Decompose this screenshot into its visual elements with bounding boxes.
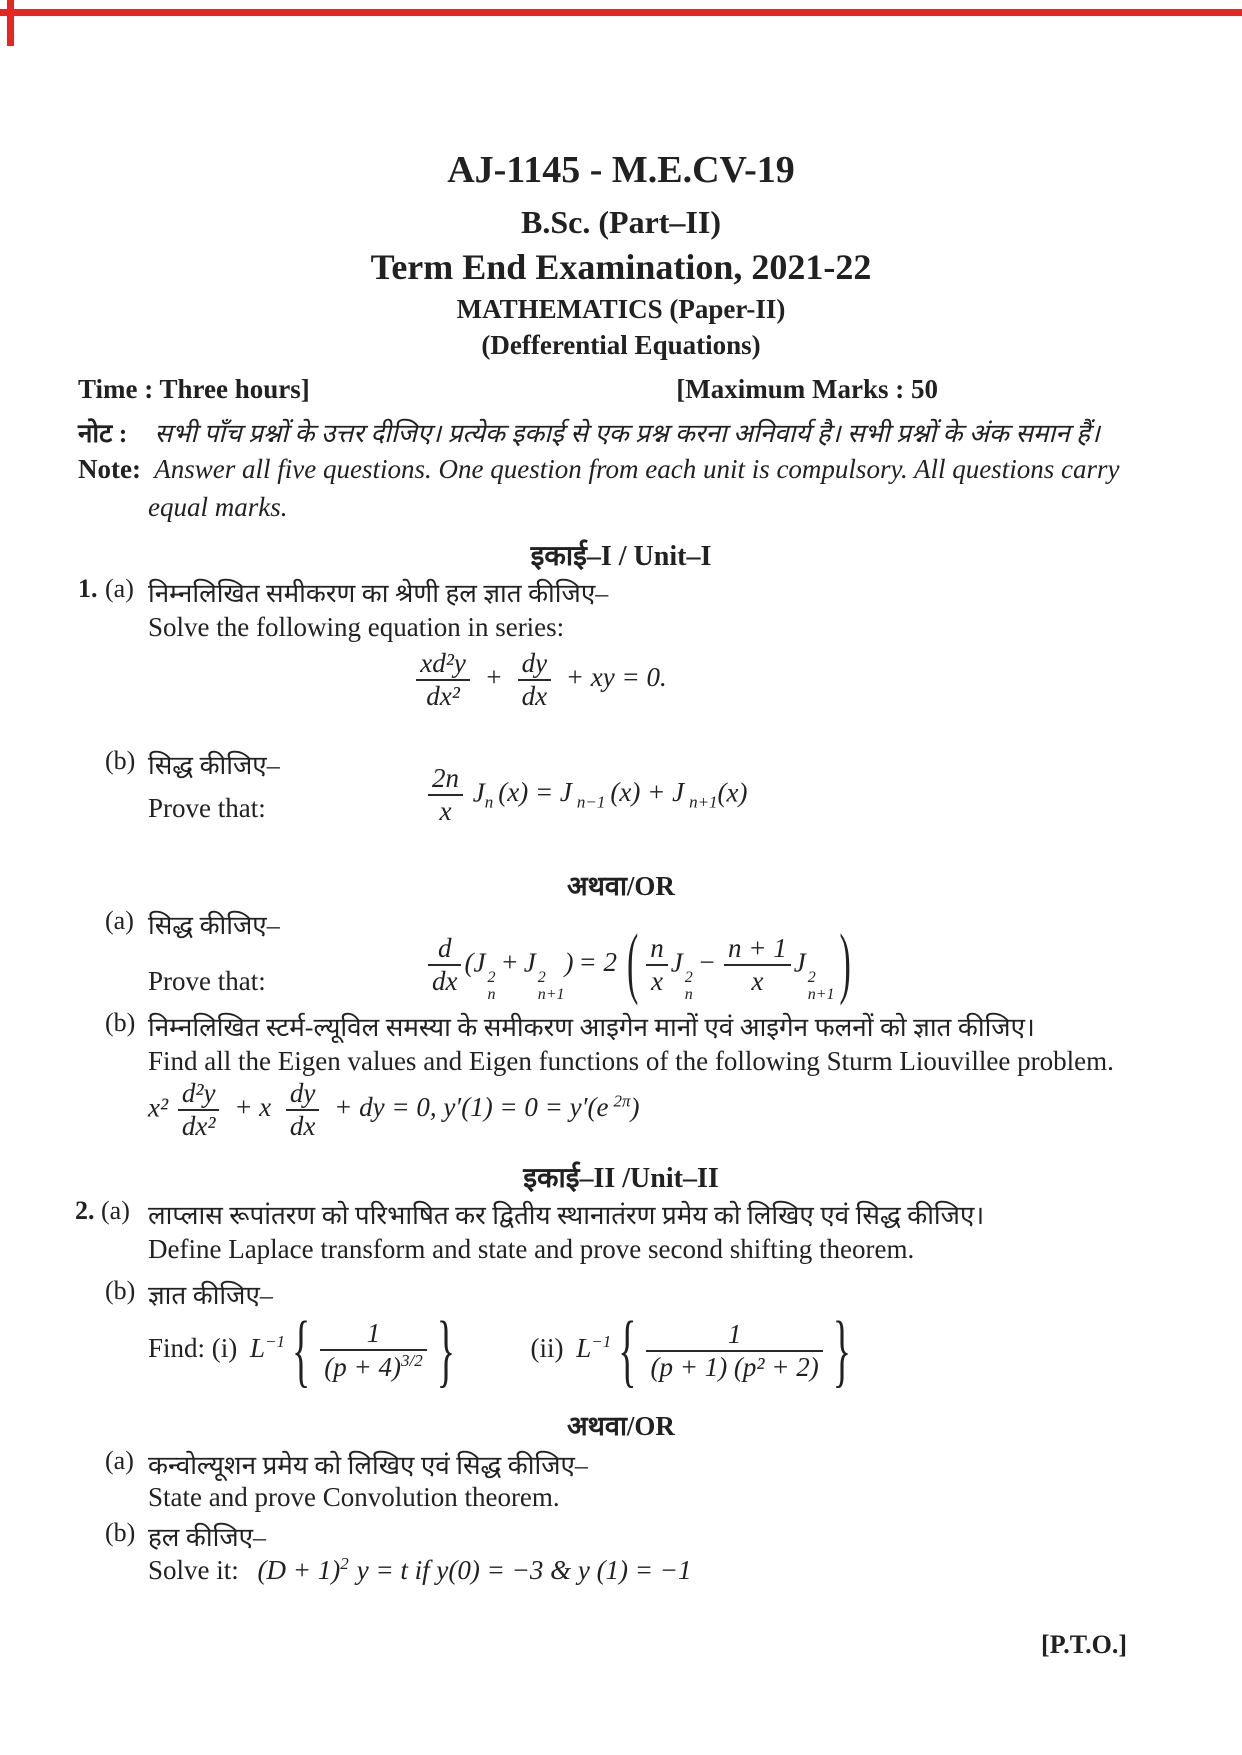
unit2-heading: इकाई–II /Unit–II [523, 1163, 719, 1194]
q1b-equation: $\frac{2n}{x}$ $J_n$ (x) = J $_{n-1}$ (x) + J $_{n+1}$(x) [425, 763, 748, 827]
q1a-marker: (a) [105, 574, 134, 603]
program-title: B.Sc. (Part–II) [521, 204, 721, 240]
q2-or-a-marker: (a) [105, 1446, 134, 1475]
q1b-prove-label: Prove that: [148, 793, 266, 823]
unit2-or-separator: अथवा/OR [567, 1411, 675, 1441]
q1a-english: Solve the following equation in series: [148, 612, 565, 642]
maximum-marks: [Maximum Marks : 50 [676, 374, 938, 404]
q1b-marker: (b) [105, 746, 136, 775]
left-border-red [7, 0, 14, 46]
q1-or-a-equation: $\frac{d}{dx}$ (J 2 n + J 2 n+1 ) = 2 ( $\frac{n}{x}$ J 2 n − $\frac{n + 1}{x}$ J 2 n+1 ) [425, 933, 856, 1004]
q1b-hindi: सिद्ध कीजिए– [148, 751, 280, 780]
note-hindi-text: सभी पाँच प्रश्नों के उत्तर दीजिए। प्रत्येक इकाई से एक प्रश्न करना अनिवार्य है। सभी प्रश्नों के अंक समान हैं। [154, 419, 1100, 448]
note-hindi [78, 414, 1100, 450]
q2a-marker: (a) [101, 1196, 130, 1225]
q1-or-b-marker: (b) [105, 1008, 136, 1037]
q1-or-b-english: Find all the Eigen values and Eigen functions of the following Sturm Liouvillee problem. [148, 1046, 1114, 1076]
q2-or-a-hindi: कन्वोल्यूशन प्रमेय को लिखिए एवं सिद्ध कीजिए– [148, 1451, 588, 1480]
exam-title: Term End Examination, 2021-22 [370, 247, 872, 287]
note-english-label: Note: [78, 454, 141, 484]
q1-or-a-prove-label: Prove that: [148, 966, 266, 996]
subject-title: MATHEMATICS (Paper-II) [456, 294, 786, 324]
q2a-english: Define Laplace transform and state and prove second shifting theorem. [148, 1234, 915, 1264]
q2-or-b-hindi: हल कीजिए– [148, 1523, 267, 1552]
q1a-equation: $\frac{\text{xd²y}}{\text{dx²}}$ + $\frac{dy}{dx}$ + xy = 0. [0, 648, 1085, 712]
q1-or-a-hindi: सिद्ध कीजिए– [148, 911, 280, 940]
paper-title: (Defferential Equations) [481, 330, 761, 360]
time-allowed: Time : Three hours] [78, 374, 310, 404]
q2b-equation: Find: (i) $L^{-1}$ { $\frac{1}{(p + 4)^{3/2}}$ } (ii) $L^{-1}$ { $\frac{1}{\text{(p + 1) (p² + 2)}}$ } [148, 1305, 851, 1396]
q2-or-a-english: State and prove Convolution theorem. [148, 1482, 560, 1512]
note-english-text-2: equal marks. [148, 492, 288, 522]
time-marks-row [78, 374, 938, 405]
q2-or-b-equation: Solve it: $(D + 1)^2$ y = t if y(0) = −3 & y (1) = −1 [148, 1554, 692, 1585]
q2a-number: 2. [75, 1196, 95, 1225]
q1-or-b-equation: x² $\frac{\text{d²y}}{\text{dx²}}$ + x $\frac{dy}{dx}$ + dy = 0, y′(1) = 0 = y′(e $^{2\pi}$) [148, 1078, 640, 1142]
pto-label: [P.T.O.] [1041, 1630, 1127, 1659]
q1-or-b-hindi: निम्नलिखित स्टर्म-ल्यूविल समस्या के समीकरण आइगेन मानों एवं आइगेन फलनों को ज्ञात कीजिए। [148, 1013, 1035, 1042]
q1a-number: 1. [78, 574, 98, 603]
q1-or-a-marker: (a) [105, 906, 134, 935]
q2b-marker: (b) [105, 1276, 136, 1305]
q1a-hindi: निम्नलिखित समीकरण का श्रेणी हल ज्ञात कीजिए– [148, 579, 609, 608]
q2-or-b-marker: (b) [105, 1518, 136, 1547]
exam-code: AJ-1145 - M.E.CV-19 [447, 149, 795, 191]
unit1-heading: इकाई–I / Unit–I [530, 541, 712, 572]
q2b-hindi: ज्ञात कीजिए– [148, 1281, 273, 1310]
note-english [78, 454, 1119, 485]
note-english-text: Answer all five questions. One question from each unit is compulsory. All questions carry [154, 454, 1120, 484]
q2a-hindi: लाप्लास रूपांतरण को परिभाषित कर द्वितीय स्थानातंरण प्रमेय को लिखिए एवं सिद्ध कीजिए। [148, 1201, 985, 1230]
top-border-red [0, 9, 1242, 16]
note-hindi-label: नोट : [78, 419, 128, 448]
unit1-or-separator: अथवा/OR [567, 871, 675, 901]
